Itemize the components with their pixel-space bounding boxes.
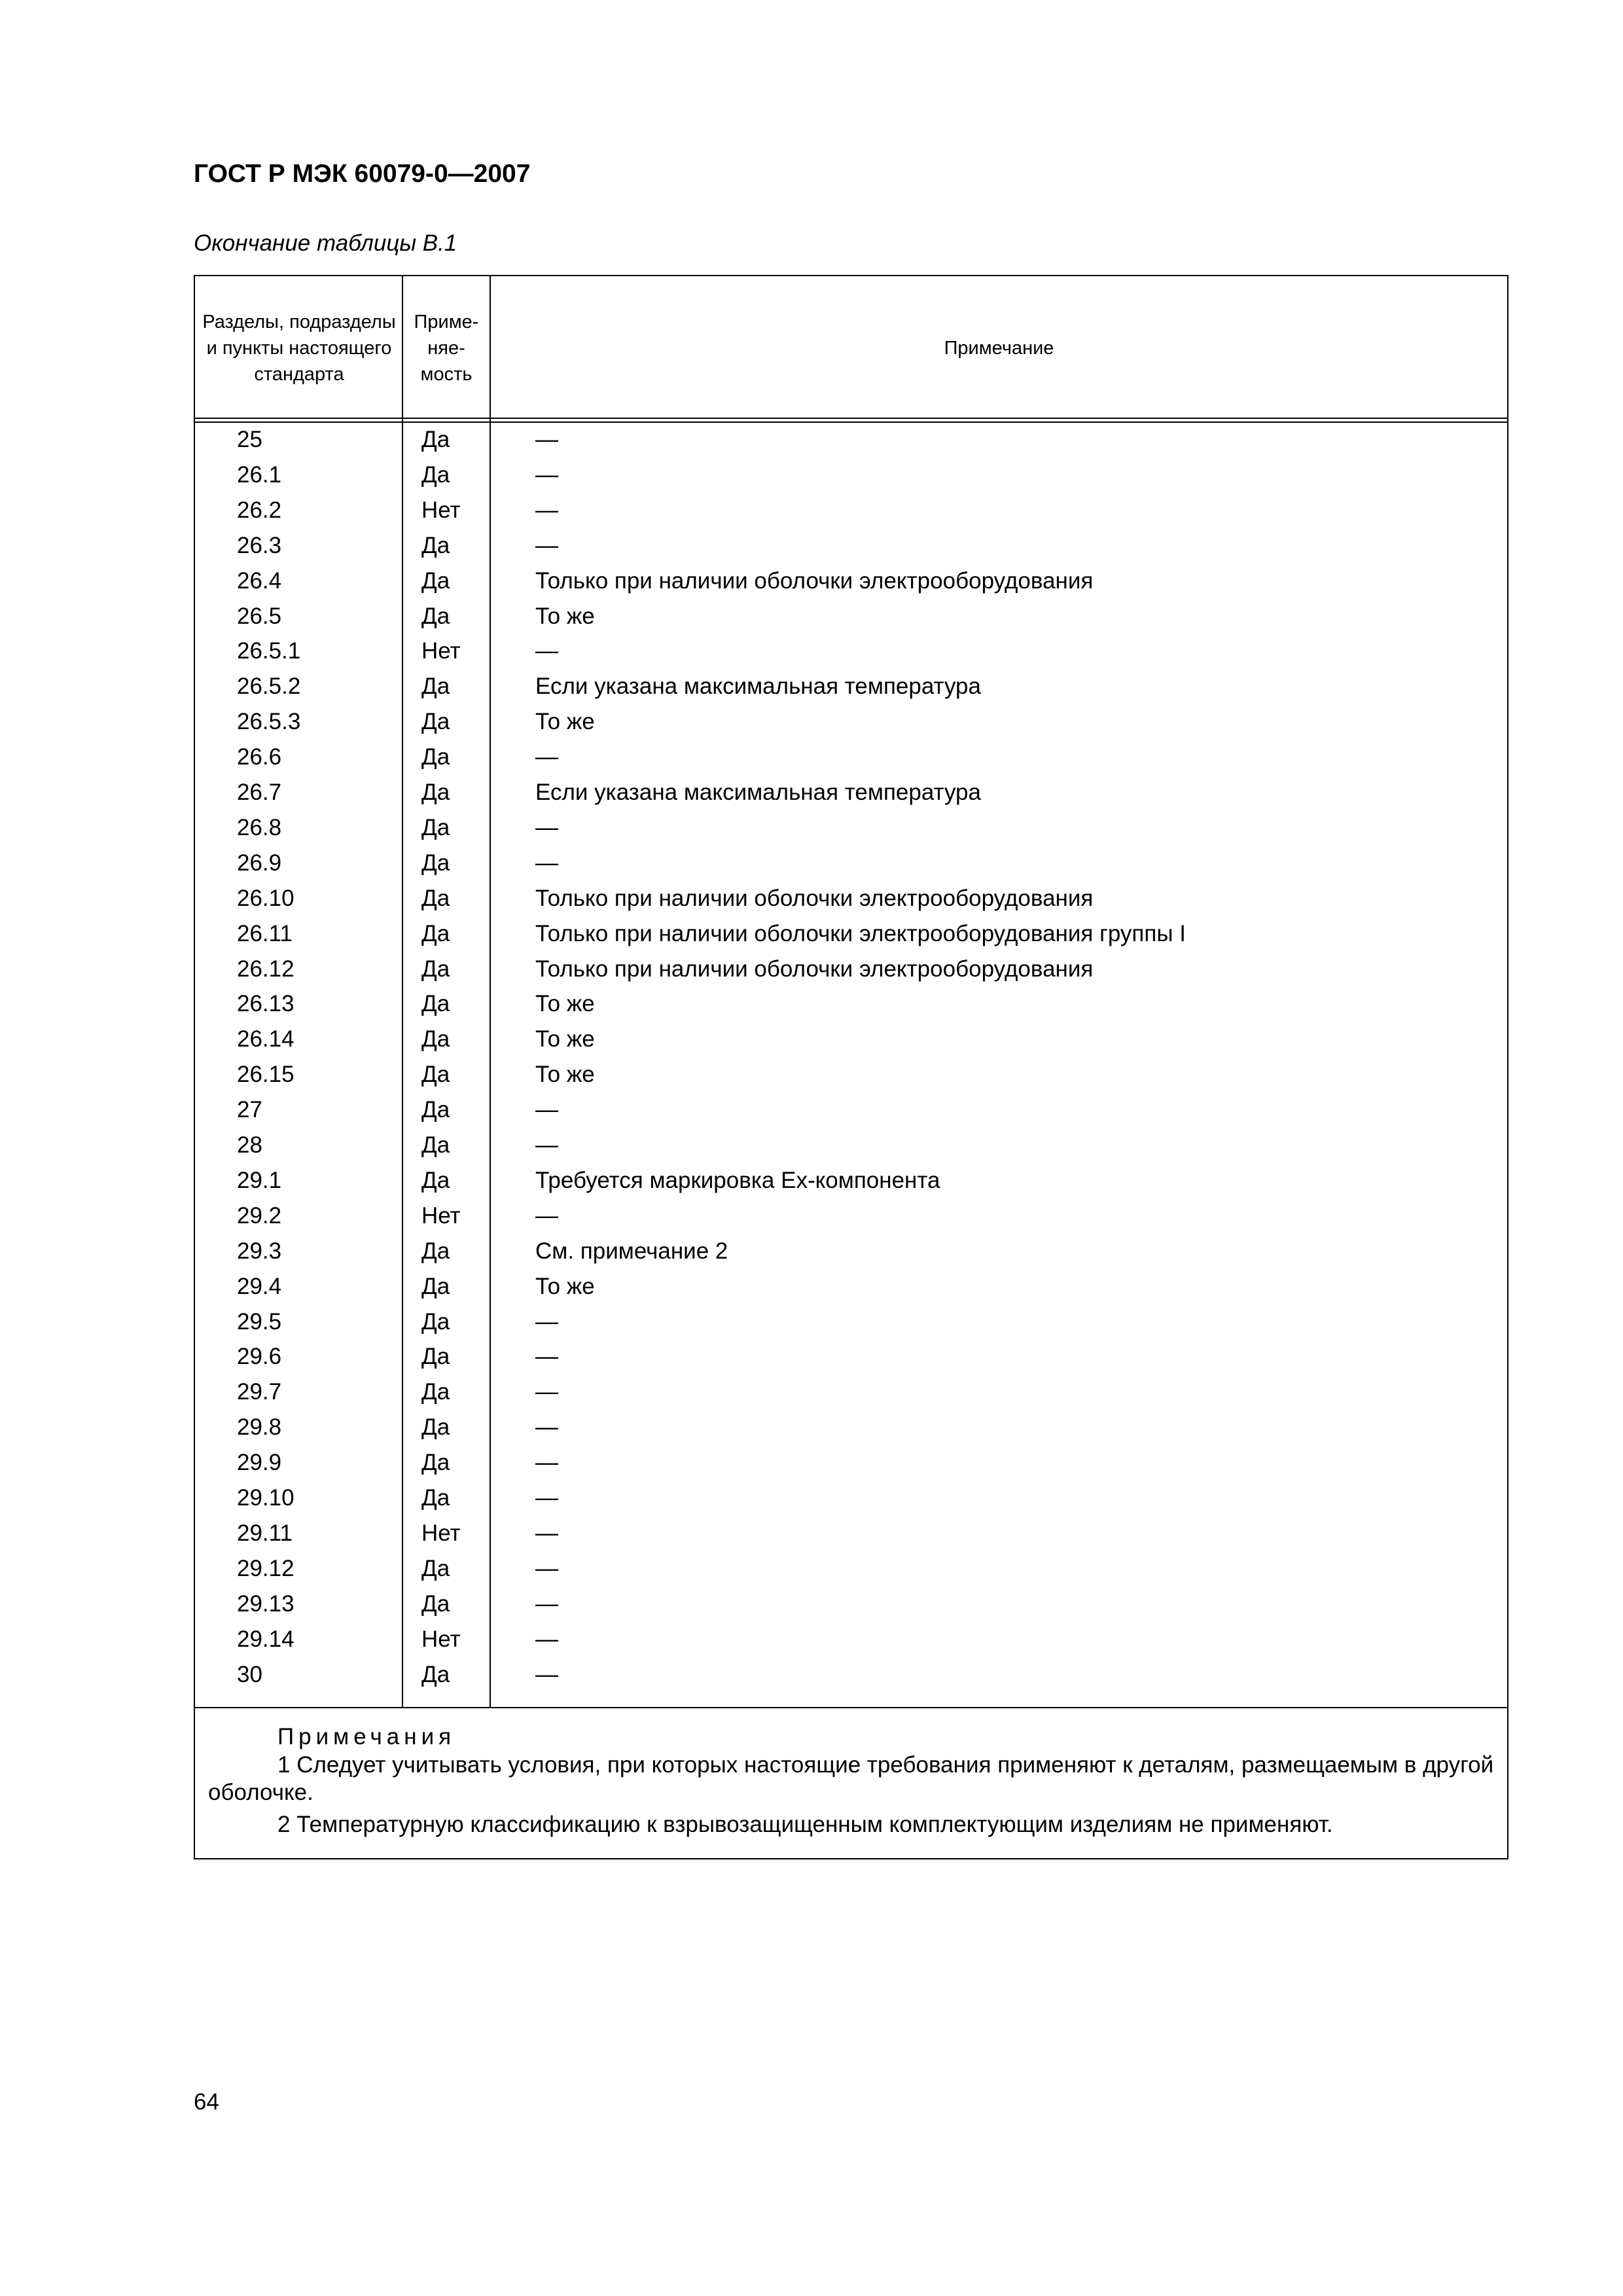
row-note: То же (535, 1062, 595, 1088)
row-applicability: Да (421, 885, 450, 911)
row-applicability: Нет (421, 1626, 461, 1652)
row-note: — (535, 461, 558, 488)
row-applicability: Да (421, 1062, 450, 1088)
row-note: То же (535, 603, 595, 629)
row-note: — (535, 1590, 558, 1617)
row-applicability: Да (421, 1026, 450, 1052)
row-section: 29.9 (237, 1450, 282, 1476)
row-section: 29.6 (237, 1344, 282, 1370)
table-row (195, 1410, 1507, 1445)
table-row (195, 846, 1507, 881)
table-row (195, 1480, 1507, 1516)
row-section: 29.5 (237, 1308, 282, 1335)
row-applicability: Да (421, 1414, 450, 1441)
row-note: — (535, 1344, 558, 1370)
header-note: Примечание (944, 338, 1054, 359)
row-note: — (535, 1132, 558, 1158)
row-note: Только при наличии оболочки электрооборудования (535, 567, 1094, 594)
row-applicability: Нет (421, 638, 461, 664)
row-section: 29.14 (237, 1626, 294, 1652)
row-section: 26.12 (237, 956, 294, 982)
row-section: 26.5.1 (237, 638, 301, 664)
row-section: 26.8 (237, 814, 282, 840)
row-applicability: Да (421, 1344, 450, 1370)
table-row (195, 493, 1507, 528)
row-section: 29.2 (237, 1202, 282, 1229)
row-section: 26.11 (237, 920, 293, 946)
table-row (195, 1551, 1507, 1587)
table-row (195, 1339, 1507, 1374)
row-applicability: Да (421, 1097, 450, 1123)
header-sections: Разделы, подразделы и пункты настоящего стандарта (202, 312, 396, 385)
table-row (195, 1304, 1507, 1340)
row-section: 29.8 (237, 1414, 282, 1441)
row-applicability: Да (421, 956, 450, 982)
row-applicability: Да (421, 1273, 450, 1299)
row-section: 26.3 (237, 532, 282, 558)
row-section: 26.1 (237, 461, 282, 488)
row-section: 29.4 (237, 1273, 282, 1299)
table-row (195, 775, 1507, 810)
table-row (195, 916, 1507, 952)
header-applicability: Приме- няе- мость (414, 312, 479, 385)
table-row (195, 1022, 1507, 1057)
row-note: — (535, 1555, 558, 1581)
table-row (195, 1445, 1507, 1480)
row-section: 26.5.3 (237, 709, 301, 735)
row-note: То же (535, 991, 595, 1017)
row-note: — (535, 1097, 558, 1123)
table-row (195, 1269, 1507, 1304)
row-applicability: Да (421, 1590, 450, 1617)
row-applicability: Нет (421, 497, 461, 523)
row-section: 29.12 (237, 1555, 294, 1581)
table-row (195, 1092, 1507, 1128)
row-section: 28 (237, 1132, 262, 1158)
row-applicability: Да (421, 603, 450, 629)
row-note: Только при наличии оболочки электрооборудования (535, 885, 1094, 911)
row-applicability: Да (421, 1132, 450, 1158)
table-row (195, 1587, 1507, 1622)
row-section: 26.15 (237, 1062, 294, 1088)
row-section: 27 (237, 1097, 262, 1123)
row-applicability: Да (421, 814, 450, 840)
row-section: 29.3 (237, 1238, 282, 1264)
row-applicability: Да (421, 567, 450, 594)
table-row (195, 810, 1507, 846)
row-applicability: Да (421, 920, 450, 946)
row-applicability: Да (421, 1450, 450, 1476)
table-row (195, 1057, 1507, 1092)
table-row (195, 528, 1507, 564)
document-title: ГОСТ Р МЭК 60079-0—2007 (194, 160, 531, 188)
table-b1 (194, 275, 1508, 1859)
row-note: — (535, 638, 558, 664)
row-section: 26.5.2 (237, 673, 301, 700)
row-note: То же (535, 709, 595, 735)
row-section: 29.1 (237, 1167, 282, 1193)
table-row (195, 564, 1507, 599)
row-section: 26.5 (237, 603, 282, 629)
table-row (195, 1234, 1507, 1269)
table-row (195, 986, 1507, 1022)
row-note: — (535, 1414, 558, 1441)
row-note: — (535, 814, 558, 840)
row-section: 26.13 (237, 991, 294, 1017)
notes-title: Примечания (277, 1724, 456, 1749)
row-applicability: Да (421, 1555, 450, 1581)
table-row (195, 952, 1507, 987)
row-applicability: Да (421, 461, 450, 488)
row-note: — (535, 497, 558, 523)
row-note: — (535, 1661, 558, 1687)
row-note: См. примечание 2 (535, 1238, 728, 1264)
row-section: 26.9 (237, 850, 282, 876)
table-row (195, 1163, 1507, 1198)
row-section: 29.10 (237, 1485, 294, 1511)
row-section: 25 (237, 427, 262, 452)
row-note: То же (535, 1273, 595, 1299)
row-note: — (535, 1379, 558, 1405)
row-note: Если указана максимальная температура (535, 673, 981, 700)
table-row (195, 740, 1507, 775)
row-note: — (535, 1626, 558, 1652)
table-row (195, 422, 1507, 457)
notes-divider (195, 1707, 1507, 1708)
table-row (195, 599, 1507, 634)
row-applicability: Да (421, 1167, 450, 1193)
row-note: — (535, 427, 558, 452)
row-note: — (535, 744, 558, 770)
row-applicability: Да (421, 532, 450, 558)
row-section: 26.4 (237, 567, 282, 594)
table-row (195, 1374, 1507, 1410)
row-section: 26.14 (237, 1026, 294, 1052)
row-applicability: Да (421, 780, 450, 805)
table-row (195, 881, 1507, 916)
table-row (195, 1516, 1507, 1551)
row-section: 30 (237, 1661, 262, 1687)
row-note: Только при наличии оболочки электрооборудования (535, 956, 1094, 982)
header-divider (195, 418, 1507, 419)
row-applicability: Да (421, 427, 450, 452)
row-note: — (535, 1450, 558, 1476)
row-applicability: Да (421, 709, 450, 735)
note-1: 1 Следует учитывать условия, при которых настоящие требования применяют к деталям, размещаемым в другой оболочке. (208, 1752, 1494, 1805)
row-note: — (535, 1202, 558, 1229)
row-note: — (535, 1308, 558, 1335)
row-section: 26.6 (237, 744, 282, 770)
row-applicability: Да (421, 673, 450, 700)
row-applicability: Да (421, 1238, 450, 1264)
table-row (195, 669, 1507, 704)
table-caption: Окончание таблицы В.1 (194, 230, 457, 256)
row-note: Если указана максимальная температура (535, 780, 981, 805)
row-applicability: Да (421, 991, 450, 1017)
table-row (195, 1198, 1507, 1234)
row-applicability: Да (421, 1485, 450, 1511)
row-applicability: Нет (421, 1520, 461, 1546)
table-row (195, 634, 1507, 669)
table-row (195, 1622, 1507, 1657)
row-note: Требуется маркировка Ex-компонента (535, 1167, 940, 1193)
row-section: 26.10 (237, 885, 294, 911)
row-applicability: Да (421, 1379, 450, 1405)
row-note: — (535, 1520, 558, 1546)
row-section: 26.2 (237, 497, 282, 523)
row-section: 29.11 (237, 1520, 293, 1546)
row-section: 29.13 (237, 1590, 294, 1617)
row-applicability: Да (421, 744, 450, 770)
row-section: 29.7 (237, 1379, 282, 1405)
row-note: — (535, 850, 558, 876)
table-row (195, 1128, 1507, 1163)
row-note: — (535, 532, 558, 558)
row-section: 26.7 (237, 780, 282, 805)
table-row (195, 457, 1507, 493)
row-applicability: Да (421, 1308, 450, 1335)
row-applicability: Нет (421, 1202, 461, 1229)
table-row (195, 1657, 1507, 1693)
row-applicability: Да (421, 1661, 450, 1687)
note-2: 2 Температурную классификацию к взрывозащищенным комплектующим изделиям не применяют. (277, 1812, 1333, 1837)
row-note: Только при наличии оболочки электрооборудования группы I (535, 920, 1186, 946)
table-row (195, 704, 1507, 740)
row-applicability: Да (421, 850, 450, 876)
row-note: — (535, 1485, 558, 1511)
row-note: То же (535, 1026, 595, 1052)
page-number: 64 (194, 2089, 219, 2115)
